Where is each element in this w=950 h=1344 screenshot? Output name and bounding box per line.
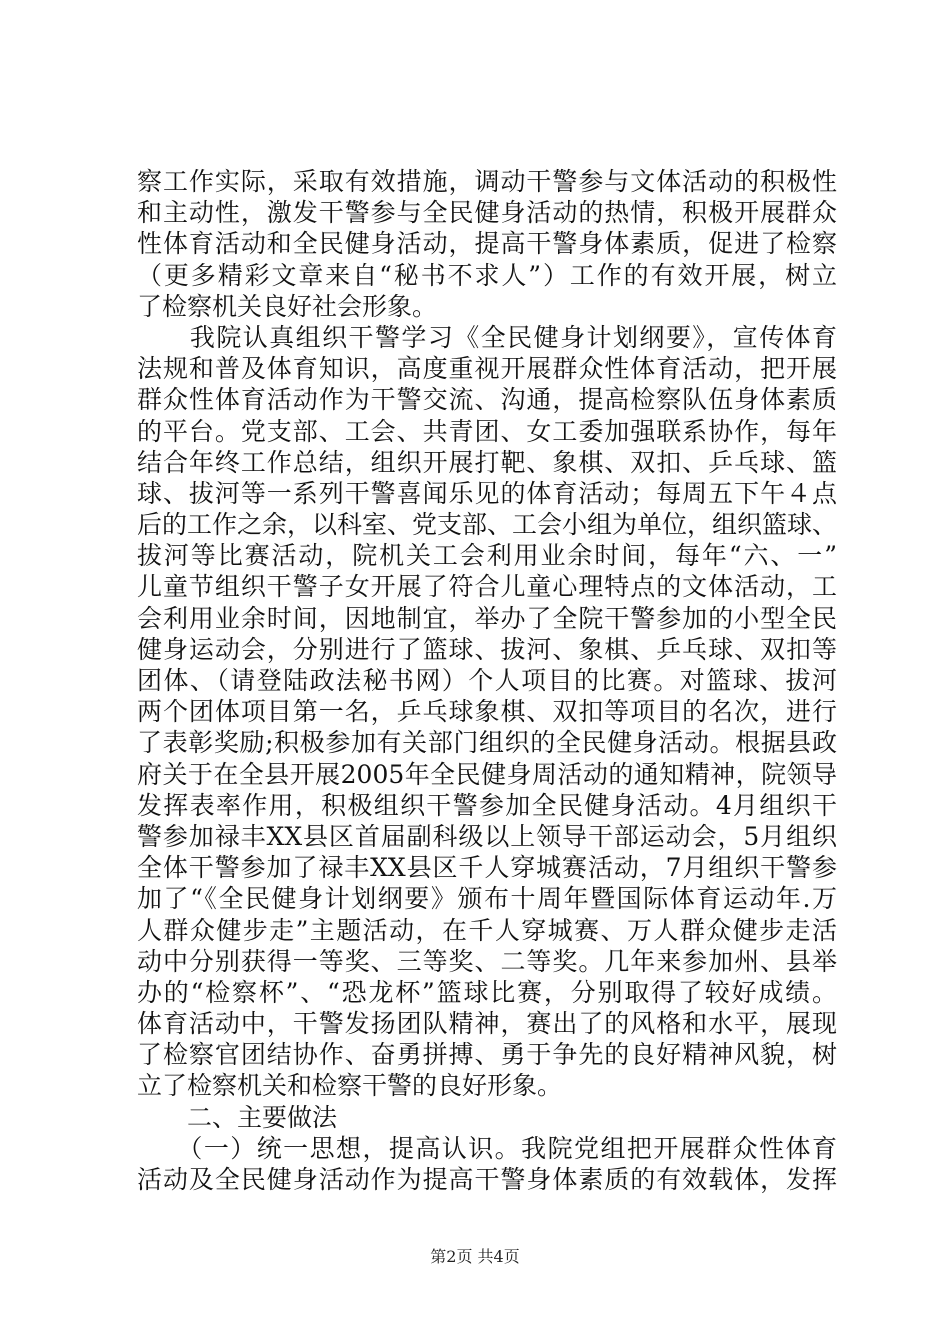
text-line: 球、拔河等一系列干警喜闻乐见的体育活动；每周五下午４点 <box>137 478 837 508</box>
text-line: 和主动性，激发干警参与全民健身活动的热情，积极开展群众 <box>137 198 837 228</box>
text-line: 后的工作之余，以科室、党支部、工会小组为单位，组织篮球、 <box>137 510 838 540</box>
text-line: 活动及全民健身活动作为提高干警身体素质的有效载体，发挥 <box>137 1165 837 1194</box>
text-line: 加了“《全民健身计划纲要》颁布十周年暨国际体育运动年.万 <box>137 884 837 914</box>
section-heading: 二、主要做法 <box>137 1102 338 1132</box>
text-line: 察工作实际，采取有效措施，调动干警参与文体活动的积极性 <box>137 167 837 196</box>
text-line: 了检察官团结协作、奋勇拼搏、勇于争先的良好精神风貌，树 <box>137 1040 837 1070</box>
text-line: 结合年终工作总结，组织开展打靶、象棋、双扣、乒乓球、篮 <box>137 447 837 477</box>
text-line: 人群众健步走”主题活动，在千人穿城赛、万人群众健步走活 <box>137 915 837 945</box>
text-line: 的平台。党支部、工会、共青团、女工委加强联系协作，每年 <box>137 416 837 446</box>
text-line: 团体、（请登陆政法秘书网）个人项目的比赛。对篮球、拔河 <box>137 666 837 695</box>
text-line: 我院认真组织干警学习《全民健身计划纲要》，宣传体育 <box>137 322 837 352</box>
text-line: 体育活动中，干警发扬团队精神，赛出了的风格和水平，展现 <box>137 1009 837 1039</box>
text-line: 法规和普及体育知识，高度重视开展群众性体育活动，把开展 <box>137 354 837 384</box>
text-line: 办的“检察杯”、“恐龙杯”篮球比赛，分别取得了较好成绩。 <box>137 977 837 1007</box>
text-line: （一）统一思想，提高认识。我院党组把开展群众性体育 <box>137 1133 837 1163</box>
text-line: 警参加禄丰XX县区首届副科级以上领导干部运动会，5月组织 <box>137 821 837 851</box>
text-line: 全体干警参加了禄丰XX县区千人穿城赛活动，7月组织干警参 <box>137 853 837 883</box>
text-line: 发挥表率作用，积极组织干警参加全民健身活动。4月组织干 <box>137 790 837 820</box>
text-line: 动中分别获得一等奖、三等奖、二等奖。几年来参加州、县举 <box>137 946 837 976</box>
text-line: 群众性体育活动作为干警交流、沟通，提高检察队伍身体素质 <box>137 385 837 415</box>
text-line: 拔河等比赛活动，院机关工会利用业余时间，每年“六、一” <box>137 541 837 571</box>
text-line: 性体育活动和全民健身活动，提高干警身体素质，促进了检察 <box>137 229 837 259</box>
text-line: 了表彰奖励;积极参加有关部门组织的全民健身活动。根据县政 <box>137 728 837 758</box>
text-line: 健身运动会，分别进行了篮球、拔河、象棋、乒乓球、双扣等 <box>137 634 837 664</box>
text-line: 府关于在全县开展2005年全民健身周活动的通知精神，院领导 <box>137 759 837 789</box>
text-line: 儿童节组织干警子女开展了符合儿童心理特点的文体活动，工 <box>137 572 837 602</box>
body-text <box>137 166 837 1195</box>
text-line: 两个团体项目第一名，乒乓球象棋、双扣等项目的名次，进行 <box>137 697 837 727</box>
text-line: 会利用业余时间，因地制宜，举办了全院干警参加的小型全民 <box>137 603 837 633</box>
text-line: 了检察机关良好社会形象。 <box>137 291 438 321</box>
page-number-footer: 第2页 共4页 <box>430 1247 520 1266</box>
text-line: （更多精彩文章来自“秘书不求人”）工作的有效开展，树立 <box>137 260 837 290</box>
text-line: 立了检察机关和检察干警的良好形象。 <box>137 1071 563 1101</box>
